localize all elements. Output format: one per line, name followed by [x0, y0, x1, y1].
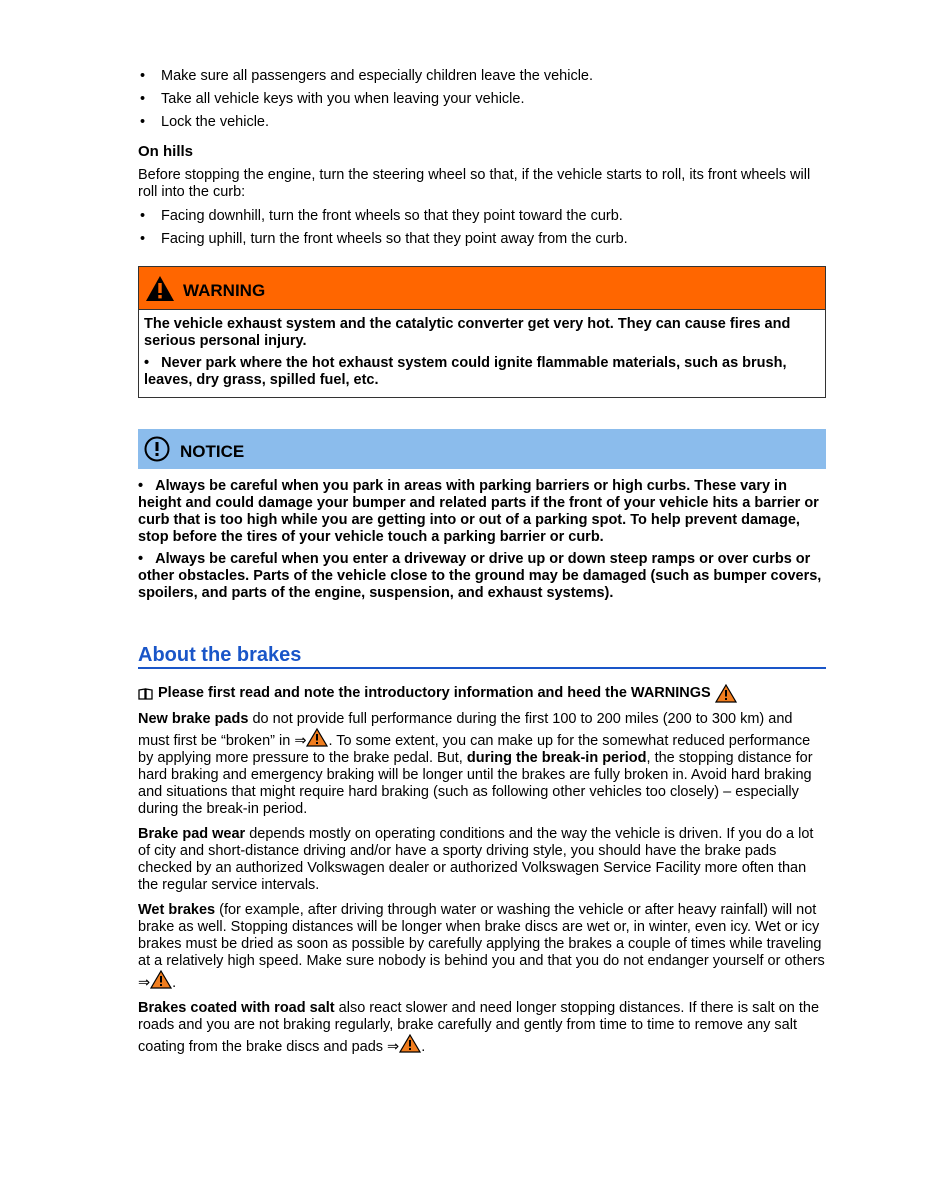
warning-triangle-icon: [306, 728, 328, 747]
paragraph-road-salt: Brakes coated with road salt also react slower and need longer stopping distances. If there is salt on the roads and you are not braking regularly, brake carefully and gently from time to time to remove any salt coating from the brake discs and pads ⇒ .: [138, 1000, 820, 1055]
notice-body: [138, 478, 826, 602]
paragraph-wet-brakes: Wet brakes (for example, after driving through water or washing the vehicle or after heavy rainfall) will not brake as well. Stopping distances will be longer when brake discs are wet or, in winter, even icy. Wet or icy brakes must be dried as soon as possible by carefully applying the brakes a couple of times while traveling at a relatively high speed. Make sure nobody is behind you and that you do not endanger yourself or others ⇒ .: [138, 902, 825, 991]
warning-text: The vehicle exhaust system and the catalytic converter get very hot. They can cause fires and serious personal injury.: [144, 316, 791, 349]
warning-triangle-icon: [150, 970, 172, 989]
notice-title: NOTICE: [180, 442, 245, 461]
top-bullet-list: [138, 68, 826, 131]
warning-bullet: • Never park where the hot exhaust system could ignite flammable materials, such as brush, leaves, dry grass, spilled fuel, etc.: [144, 355, 787, 388]
hills-heading: On hills: [138, 143, 194, 160]
paragraph-brake-pad-wear: Brake pad wear depends mostly on operating conditions and the way the vehicle is driven. If you do a lot of city and short-distance driving and/or have a sporty driving style, you should have the brake pads checked by an authorized Volkswagen dealer or authorized Volkswagen Service Facility more often than the regular service intervals.: [138, 826, 814, 893]
warning-box: [138, 266, 826, 398]
warning-triangle-icon: [145, 275, 175, 302]
notice-bullet: • Always be careful when you park in areas with parking barriers or high curbs. These vary in height and could damage your bumper and related parts if the front of your vehicle hits a barrier or curb that is too high while you are getting into or out of a parking spot. To help prevent damage, stop before the tires of your vehicle touch a parking barrier or curb.: [138, 478, 819, 545]
intro-line: [138, 684, 826, 703]
warning-header: [139, 267, 825, 310]
warning-triangle-icon: [715, 684, 737, 703]
warning-body: [139, 310, 825, 397]
warning-title: WARNING: [183, 281, 266, 300]
hills-intro: Before stopping the engine, turn the steering wheel so that, if the vehicle starts to roll, its front wheels will roll into the curb:: [138, 167, 811, 200]
notice-exclamation-icon: [144, 436, 170, 462]
list-item: • Facing uphill, turn the front wheels so that they point away from the curb.: [138, 231, 826, 248]
list-item: • Lock the vehicle.: [138, 114, 826, 131]
hills-bullet-list: [138, 208, 826, 248]
list-item: • Facing downhill, turn the front wheels so that they point toward the curb.: [138, 208, 826, 225]
notice-header: [138, 429, 826, 469]
intro-text: Please first read and note the introductory information and heed the WARNINGS: [158, 685, 711, 701]
paragraph-new-brake-pads: New brake pads do not provide full performance during the first 100 to 200 miles (200 to 300 km) and must first be “broken” in ⇒ . To some extent, you can make up for the somewhat reduced performance by applying more pressure to the brake pedal. But, during the break-in period, the stopping distance for hard braking and emergency braking will be longer until the brakes are fully broken in. Avoid hard braking and situations that might require hard braking (such as following other vehicles too closely) – especially during the break-in period.: [138, 711, 813, 817]
section-title: About the brakes: [138, 647, 826, 669]
list-item: • Make sure all passengers and especially children leave the vehicle.: [138, 68, 826, 85]
book-icon: [138, 688, 153, 700]
warning-triangle-icon: [399, 1034, 421, 1053]
list-item: • Take all vehicle keys with you when leaving your vehicle.: [138, 91, 826, 108]
document-page: [138, 68, 826, 1064]
notice-bullet: • Always be careful when you enter a driveway or drive up or down steep ramps or over curbs or other obstacles. Parts of the vehicle close to the ground may be damaged (such as bumper covers, spoilers, and parts of the engine, suspension, and exhaust systems).: [138, 551, 822, 601]
